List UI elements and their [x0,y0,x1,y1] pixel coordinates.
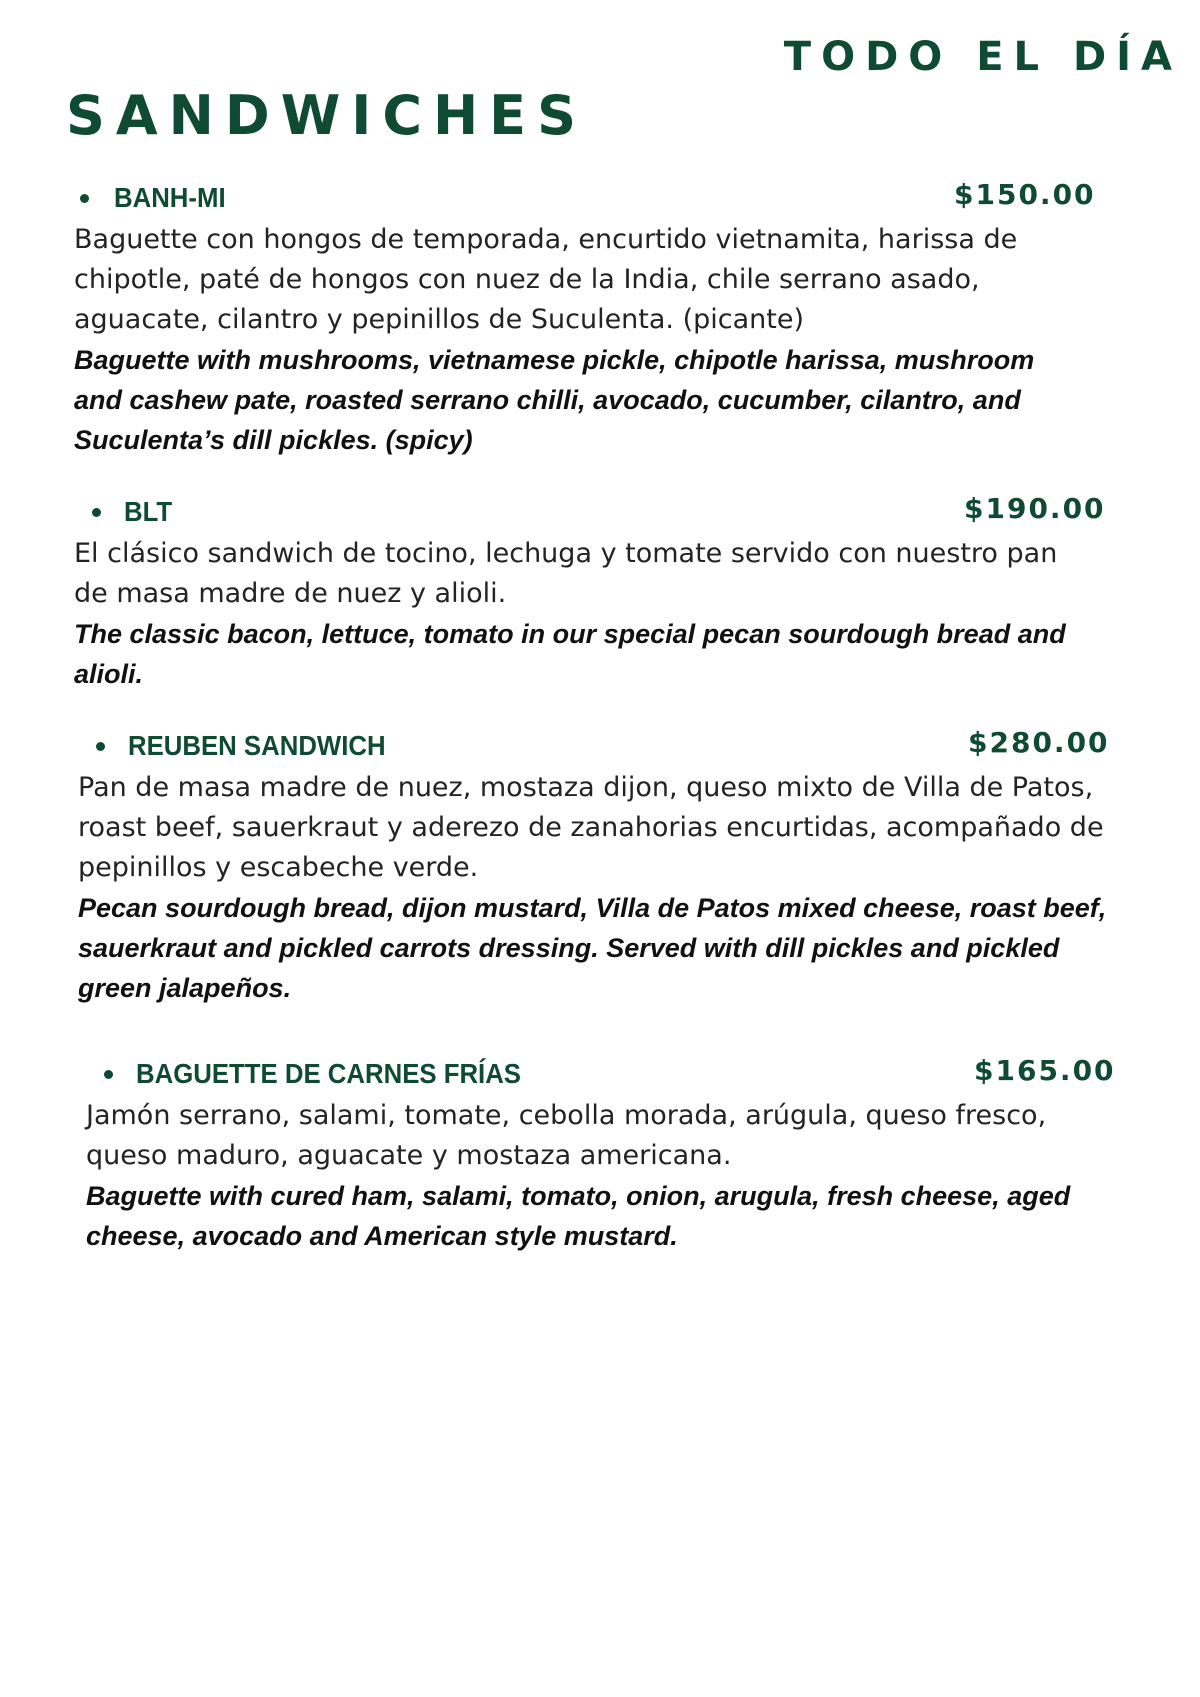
menu-item-description-es: Baguette con hongos de temporada, encurtido vietnamita, harissa de chipotle, paté de hongos con nuez de la India, chile serrano asado, aguacate, cilantro y pepinillos de Suculenta. (picante) [74,224,1018,335]
menu-item-header [78,728,1138,768]
menu-item-header [74,180,1134,220]
menu-item-price: $150.00 [954,178,1096,211]
menu-item-name: BLT [124,496,173,527]
menu-item-banh-mi [74,180,1134,460]
menu-item-description-en: Pecan sourdough bread, dijon mustard, Villa de Patos mixed cheese, roast beef, sauerkraut and pickled carrots dressing. Served with dill pickles and pickled green jalapeños. [78,893,1107,1003]
menu-item-price: $165.00 [974,1054,1116,1087]
menu-item-name: BANH-MI [114,182,226,213]
menu-item-blt [74,494,1134,694]
menu-item-reuben-sandwich [78,728,1138,1008]
bullet-icon [104,1070,113,1079]
menu-item-description-es: Jamón serrano, salami, tomate, cebolla morada, arúgula, queso fresco, queso maduro, aguacate y mostaza americana. [86,1100,1047,1171]
menu-item-name: BAGUETTE DE CARNES FRÍAS [136,1058,521,1089]
menu-item-description-es: El clásico sandwich de tocino, lechuga y tomate servido con nuestro pan de masa madre de nuez y alioli. [74,538,1058,609]
section-title: SANDWICHES [66,84,587,147]
bullet-icon [80,194,89,203]
menu-item-header [74,494,1134,534]
bullet-icon [96,742,105,751]
menu-item-header [86,1056,1146,1096]
menu-item-description-en: The classic bacon, lettuce, tomato in our special pecan sourdough bread and alioli. [74,619,1066,689]
menu-item-description-en: Baguette with mushrooms, vietnamese pickle, chipotle harissa, mushroom and cashew pate, roasted serrano chilli, avocado, cucumber, cilantro, and Suculenta’s dill pickles. (spicy) [74,345,1035,455]
menu-category-header: TODO EL DÍA [783,34,1182,80]
menu-item-description-en: Baguette with cured ham, salami, tomato, onion, arugula, fresh cheese, aged cheese, avocado and American style mustard. [86,1181,1071,1251]
menu-item-description-es: Pan de masa madre de nuez, mostaza dijon, queso mixto de Villa de Patos, roast beef, sauerkraut y aderezo de zanahorias encurtidas, acompañado de pepinillos y escabeche verde. [78,772,1104,883]
menu-item-name: REUBEN SANDWICH [128,730,386,761]
menu-item-price: $280.00 [968,726,1110,759]
menu-item-baguette-carnes-frias [86,1056,1146,1256]
menu-item-price: $190.00 [964,492,1106,525]
bullet-icon [92,508,101,517]
